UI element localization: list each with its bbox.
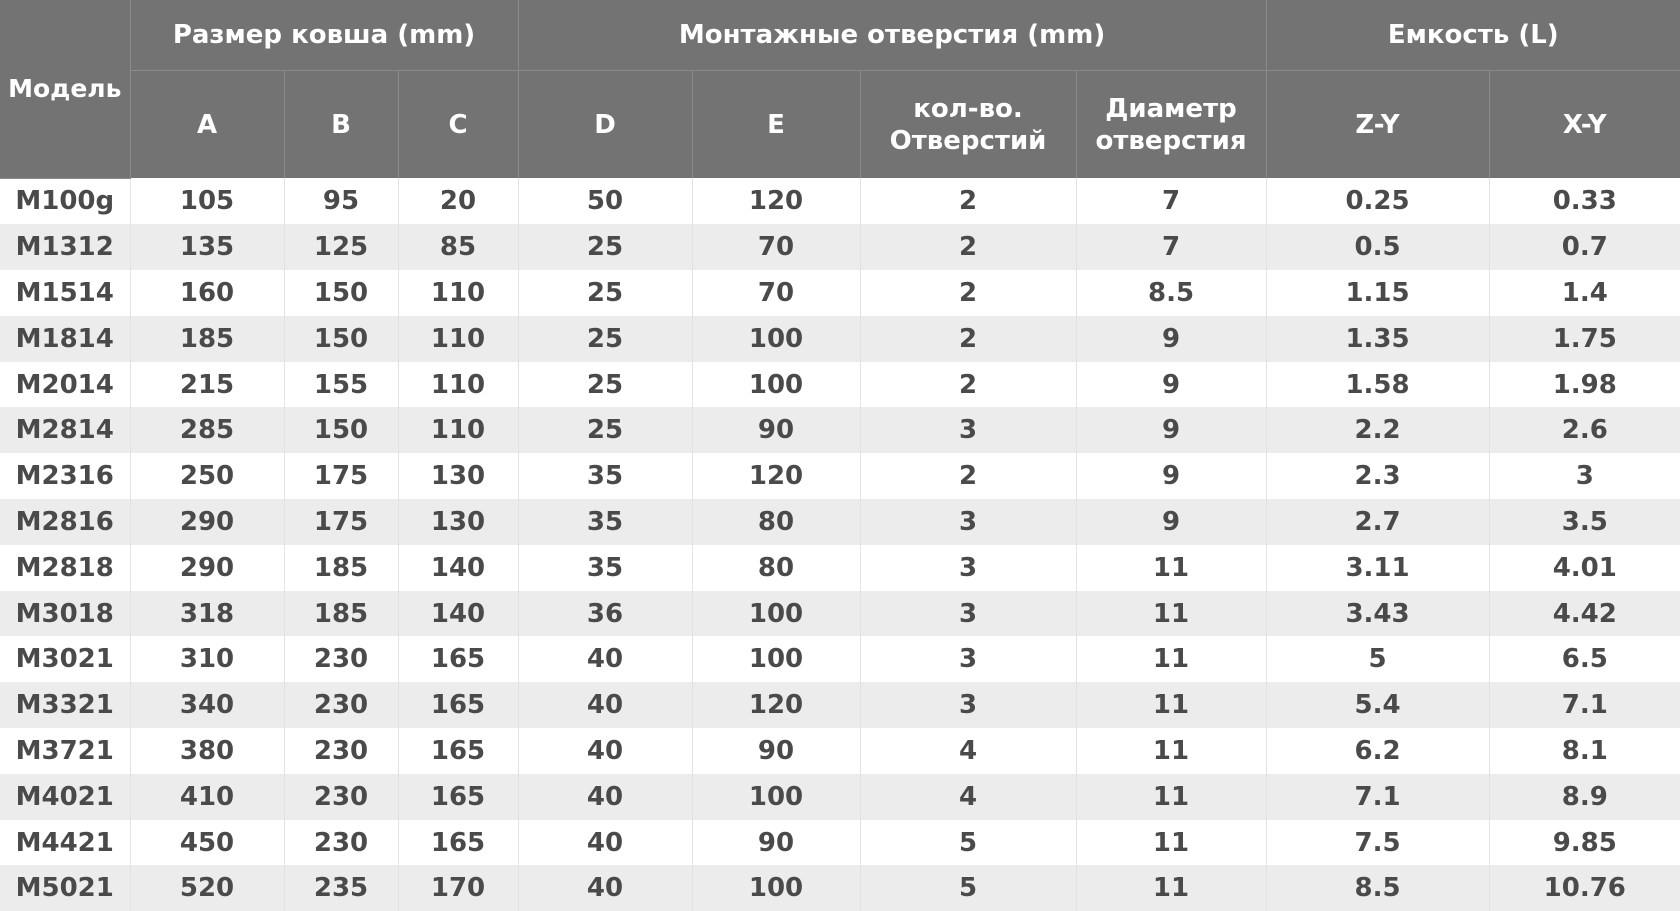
cell-zy: 3.43: [1266, 591, 1489, 637]
table-header: [0, 0, 1680, 178]
cell-model: M2316: [0, 453, 130, 499]
cell-hole-diameter: 11: [1076, 636, 1266, 682]
header-hole-diameter-line1: Диаметр: [1105, 93, 1237, 124]
cell-d: 40: [518, 728, 692, 774]
header-group-bucket-size: Размер ковша (mm): [130, 0, 518, 71]
cell-xy: 9.85: [1489, 820, 1680, 866]
table-row: [0, 178, 1680, 224]
cell-model: M1514: [0, 270, 130, 316]
cell-d: 35: [518, 453, 692, 499]
header-col-zy: Z-Y: [1266, 71, 1489, 179]
cell-hole-count: 2: [860, 316, 1076, 362]
header-group-mounting-holes: Монтажные отверстия (mm): [518, 0, 1266, 71]
cell-model: M4421: [0, 820, 130, 866]
cell-model: M4021: [0, 774, 130, 820]
cell-hole-count: 2: [860, 270, 1076, 316]
cell-e: 100: [692, 362, 860, 408]
cell-hole-count: 2: [860, 453, 1076, 499]
cell-e: 100: [692, 591, 860, 637]
cell-d: 40: [518, 865, 692, 911]
header-group-row: [0, 0, 1680, 71]
cell-d: 25: [518, 224, 692, 270]
cell-a: 380: [130, 728, 284, 774]
header-col-hole-count: [860, 71, 1076, 179]
cell-b: 230: [284, 728, 398, 774]
cell-c: 130: [398, 453, 518, 499]
table-row: [0, 774, 1680, 820]
cell-hole-diameter: 11: [1076, 820, 1266, 866]
cell-hole-diameter: 7: [1076, 178, 1266, 224]
cell-hole-diameter: 11: [1076, 682, 1266, 728]
cell-hole-diameter: 11: [1076, 774, 1266, 820]
header-col-c: C: [398, 71, 518, 179]
cell-xy: 1.98: [1489, 362, 1680, 408]
cell-b: 175: [284, 499, 398, 545]
cell-xy: 0.33: [1489, 178, 1680, 224]
cell-e: 70: [692, 270, 860, 316]
cell-hole-count: 5: [860, 820, 1076, 866]
header-col-e: E: [692, 71, 860, 179]
cell-model: M2014: [0, 362, 130, 408]
table-row: [0, 728, 1680, 774]
cell-model: M3021: [0, 636, 130, 682]
cell-d: 25: [518, 316, 692, 362]
header-col-b: B: [284, 71, 398, 179]
header-model: Модель: [0, 0, 130, 178]
cell-e: 80: [692, 499, 860, 545]
header-col-hole-diameter: [1076, 71, 1266, 179]
cell-b: 125: [284, 224, 398, 270]
cell-hole-diameter: 9: [1076, 453, 1266, 499]
cell-xy: 1.4: [1489, 270, 1680, 316]
cell-hole-diameter: 11: [1076, 728, 1266, 774]
cell-hole-count: 3: [860, 499, 1076, 545]
header-col-xy: X-Y: [1489, 71, 1680, 179]
table-row: [0, 316, 1680, 362]
cell-d: 40: [518, 820, 692, 866]
cell-zy: 5.4: [1266, 682, 1489, 728]
cell-c: 110: [398, 362, 518, 408]
header-hole-count-line1: кол-во.: [913, 93, 1023, 124]
cell-zy: 6.2: [1266, 728, 1489, 774]
table-body: [0, 178, 1680, 911]
table-row: [0, 636, 1680, 682]
cell-a: 285: [130, 407, 284, 453]
header-hole-diameter-line2: отверстия: [1095, 125, 1247, 156]
header-group-capacity: Емкость (L): [1266, 0, 1680, 71]
cell-xy: 4.42: [1489, 591, 1680, 637]
cell-hole-diameter: 8.5: [1076, 270, 1266, 316]
cell-hole-diameter: 11: [1076, 591, 1266, 637]
cell-e: 120: [692, 682, 860, 728]
cell-b: 155: [284, 362, 398, 408]
cell-model: M1312: [0, 224, 130, 270]
cell-b: 95: [284, 178, 398, 224]
cell-e: 100: [692, 636, 860, 682]
cell-c: 165: [398, 682, 518, 728]
cell-hole-count: 4: [860, 728, 1076, 774]
cell-model: M100g: [0, 178, 130, 224]
cell-e: 100: [692, 865, 860, 911]
table-row: [0, 682, 1680, 728]
table-row: [0, 865, 1680, 911]
cell-a: 160: [130, 270, 284, 316]
cell-hole-count: 5: [860, 865, 1076, 911]
cell-zy: 7.5: [1266, 820, 1489, 866]
table-row: [0, 453, 1680, 499]
cell-c: 140: [398, 591, 518, 637]
cell-b: 150: [284, 316, 398, 362]
cell-hole-diameter: 11: [1076, 865, 1266, 911]
cell-d: 25: [518, 407, 692, 453]
cell-xy: 7.1: [1489, 682, 1680, 728]
cell-xy: 1.75: [1489, 316, 1680, 362]
cell-model: M2814: [0, 407, 130, 453]
cell-a: 520: [130, 865, 284, 911]
cell-zy: 3.11: [1266, 545, 1489, 591]
cell-zy: 1.35: [1266, 316, 1489, 362]
cell-zy: 0.5: [1266, 224, 1489, 270]
cell-hole-count: 4: [860, 774, 1076, 820]
cell-zy: 7.1: [1266, 774, 1489, 820]
cell-c: 165: [398, 636, 518, 682]
cell-hole-count: 3: [860, 591, 1076, 637]
cell-xy: 2.6: [1489, 407, 1680, 453]
cell-e: 100: [692, 774, 860, 820]
cell-hole-count: 3: [860, 682, 1076, 728]
cell-hole-diameter: 9: [1076, 407, 1266, 453]
cell-hole-count: 3: [860, 407, 1076, 453]
cell-a: 250: [130, 453, 284, 499]
table-row: [0, 591, 1680, 637]
cell-zy: 5: [1266, 636, 1489, 682]
cell-hole-diameter: 7: [1076, 224, 1266, 270]
header-sub-row: [0, 71, 1680, 179]
cell-hole-count: 2: [860, 178, 1076, 224]
table-row: [0, 499, 1680, 545]
cell-xy: 10.76: [1489, 865, 1680, 911]
cell-a: 410: [130, 774, 284, 820]
cell-e: 80: [692, 545, 860, 591]
cell-c: 110: [398, 407, 518, 453]
cell-hole-count: 3: [860, 545, 1076, 591]
cell-c: 130: [398, 499, 518, 545]
cell-model: M3018: [0, 591, 130, 637]
cell-hole-diameter: 11: [1076, 545, 1266, 591]
cell-a: 450: [130, 820, 284, 866]
table-row: [0, 407, 1680, 453]
cell-e: 100: [692, 316, 860, 362]
cell-xy: 3: [1489, 453, 1680, 499]
cell-hole-count: 2: [860, 224, 1076, 270]
cell-zy: 8.5: [1266, 865, 1489, 911]
cell-e: 90: [692, 820, 860, 866]
cell-d: 40: [518, 774, 692, 820]
cell-c: 20: [398, 178, 518, 224]
cell-e: 120: [692, 453, 860, 499]
cell-model: M3321: [0, 682, 130, 728]
cell-c: 85: [398, 224, 518, 270]
cell-xy: 6.5: [1489, 636, 1680, 682]
cell-c: 165: [398, 820, 518, 866]
table-row: [0, 270, 1680, 316]
cell-a: 135: [130, 224, 284, 270]
cell-b: 230: [284, 682, 398, 728]
cell-b: 175: [284, 453, 398, 499]
cell-model: M3721: [0, 728, 130, 774]
table-row: [0, 545, 1680, 591]
cell-d: 25: [518, 362, 692, 408]
cell-model: M2816: [0, 499, 130, 545]
cell-zy: 0.25: [1266, 178, 1489, 224]
cell-a: 185: [130, 316, 284, 362]
cell-model: M5021: [0, 865, 130, 911]
cell-c: 170: [398, 865, 518, 911]
table-row: [0, 362, 1680, 408]
cell-d: 40: [518, 636, 692, 682]
cell-d: 50: [518, 178, 692, 224]
cell-zy: 1.58: [1266, 362, 1489, 408]
cell-hole-diameter: 9: [1076, 499, 1266, 545]
cell-d: 35: [518, 545, 692, 591]
cell-b: 230: [284, 774, 398, 820]
cell-c: 110: [398, 270, 518, 316]
cell-zy: 2.2: [1266, 407, 1489, 453]
cell-d: 36: [518, 591, 692, 637]
cell-b: 230: [284, 636, 398, 682]
cell-a: 310: [130, 636, 284, 682]
cell-zy: 2.3: [1266, 453, 1489, 499]
cell-b: 235: [284, 865, 398, 911]
cell-xy: 8.9: [1489, 774, 1680, 820]
cell-b: 185: [284, 545, 398, 591]
cell-hole-count: 3: [860, 636, 1076, 682]
cell-hole-count: 2: [860, 362, 1076, 408]
table-row: [0, 820, 1680, 866]
cell-xy: 4.01: [1489, 545, 1680, 591]
cell-e: 90: [692, 728, 860, 774]
cell-zy: 2.7: [1266, 499, 1489, 545]
cell-model: M2818: [0, 545, 130, 591]
cell-a: 340: [130, 682, 284, 728]
table-row: [0, 224, 1680, 270]
cell-e: 120: [692, 178, 860, 224]
cell-e: 70: [692, 224, 860, 270]
cell-a: 215: [130, 362, 284, 408]
cell-a: 318: [130, 591, 284, 637]
header-col-d: D: [518, 71, 692, 179]
cell-xy: 3.5: [1489, 499, 1680, 545]
header-col-a: A: [130, 71, 284, 179]
header-hole-count-line2: Отверстий: [889, 125, 1047, 156]
cell-hole-diameter: 9: [1076, 362, 1266, 408]
cell-c: 110: [398, 316, 518, 362]
cell-zy: 1.15: [1266, 270, 1489, 316]
cell-a: 290: [130, 499, 284, 545]
cell-b: 185: [284, 591, 398, 637]
cell-xy: 8.1: [1489, 728, 1680, 774]
cell-xy: 0.7: [1489, 224, 1680, 270]
cell-d: 35: [518, 499, 692, 545]
cell-d: 40: [518, 682, 692, 728]
cell-model: M1814: [0, 316, 130, 362]
cell-a: 105: [130, 178, 284, 224]
cell-hole-diameter: 9: [1076, 316, 1266, 362]
cell-b: 150: [284, 407, 398, 453]
cell-b: 230: [284, 820, 398, 866]
cell-d: 25: [518, 270, 692, 316]
cell-c: 140: [398, 545, 518, 591]
cell-c: 165: [398, 728, 518, 774]
cell-e: 90: [692, 407, 860, 453]
cell-b: 150: [284, 270, 398, 316]
cell-c: 165: [398, 774, 518, 820]
cell-a: 290: [130, 545, 284, 591]
